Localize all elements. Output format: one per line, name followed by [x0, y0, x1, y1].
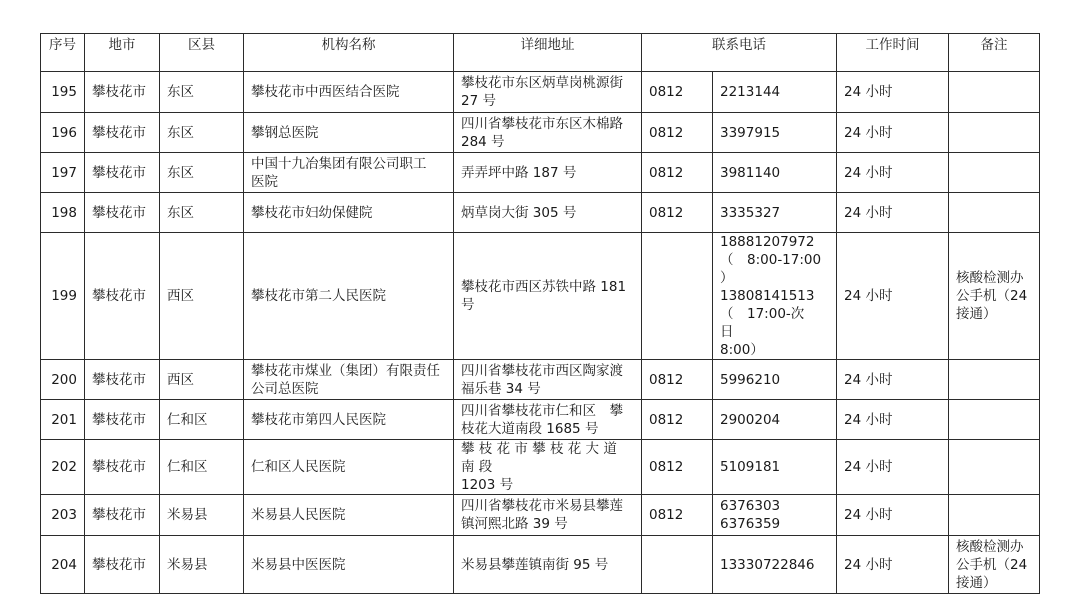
table-row — [41, 193, 1040, 233]
cell-address: 四川省攀枝花市西区陶家渡 福乐巷 34 号 — [454, 360, 642, 400]
cell-hours: 24 小时 — [837, 72, 949, 113]
cell-address: 米易县攀莲镇南街 95 号 — [454, 536, 642, 594]
header-district: 区县 — [160, 34, 244, 72]
cell-no: 198 — [41, 193, 85, 233]
cell-phone: 3397915 — [713, 113, 837, 153]
hospital-table — [40, 33, 1040, 594]
cell-district: 西区 — [160, 233, 244, 360]
cell-name: 攀钢总医院 — [244, 113, 454, 153]
cell-district: 仁和区 — [160, 440, 244, 495]
cell-area-code: 0812 — [642, 113, 713, 153]
cell-area-code: 0812 — [642, 440, 713, 495]
cell-no: 201 — [41, 400, 85, 440]
cell-name: 米易县中医医院 — [244, 536, 454, 594]
cell-phone: 6376303 6376359 — [713, 495, 837, 536]
cell-phone: 18881207972 （ 8:00-17:00 ） 13808141513 （ 17:00-次 日 8:00） — [713, 233, 837, 360]
cell-hours: 24 小时 — [837, 153, 949, 193]
header-note: 备注 — [949, 34, 1040, 72]
cell-address: 攀 枝 花 市 攀 枝 花 大 道 南 段 1203 号 — [454, 440, 642, 495]
header-phone: 联系电话 — [642, 34, 837, 72]
cell-city: 攀枝花市 — [85, 72, 160, 113]
cell-district: 米易县 — [160, 495, 244, 536]
cell-city: 攀枝花市 — [85, 440, 160, 495]
cell-name: 攀枝花市中西医结合医院 — [244, 72, 454, 113]
cell-no: 203 — [41, 495, 85, 536]
cell-no: 204 — [41, 536, 85, 594]
cell-district: 东区 — [160, 113, 244, 153]
cell-hours: 24 小时 — [837, 400, 949, 440]
cell-city: 攀枝花市 — [85, 536, 160, 594]
cell-hours: 24 小时 — [837, 193, 949, 233]
table-row — [41, 113, 1040, 153]
header-no: 序号 — [41, 34, 85, 72]
header-name: 机构名称 — [244, 34, 454, 72]
cell-area-code: 0812 — [642, 495, 713, 536]
header-hours: 工作时间 — [837, 34, 949, 72]
cell-district: 东区 — [160, 193, 244, 233]
table-row — [41, 495, 1040, 536]
cell-no: 200 — [41, 360, 85, 400]
table-header-row — [41, 34, 1040, 72]
header-city: 地市 — [85, 34, 160, 72]
cell-hours: 24 小时 — [837, 360, 949, 400]
cell-name: 中国十九冶集团有限公司职工 医院 — [244, 153, 454, 193]
cell-address: 四川省攀枝花市米易县攀莲 镇河熙北路 39 号 — [454, 495, 642, 536]
cell-note — [949, 400, 1040, 440]
cell-phone: 3335327 — [713, 193, 837, 233]
cell-phone: 2213144 — [713, 72, 837, 113]
cell-city: 攀枝花市 — [85, 233, 160, 360]
table-row — [41, 153, 1040, 193]
cell-note: 核酸检测办 公手机（24 接通） — [949, 536, 1040, 594]
cell-no: 197 — [41, 153, 85, 193]
cell-no: 195 — [41, 72, 85, 113]
cell-phone: 3981140 — [713, 153, 837, 193]
table-body — [41, 72, 1040, 594]
cell-note — [949, 440, 1040, 495]
table-row — [41, 536, 1040, 594]
cell-address: 攀枝花市西区苏铁中路 181 号 — [454, 233, 642, 360]
cell-no: 196 — [41, 113, 85, 153]
cell-note: 核酸检测办 公手机（24 接通） — [949, 233, 1040, 360]
cell-name: 米易县人民医院 — [244, 495, 454, 536]
cell-city: 攀枝花市 — [85, 400, 160, 440]
cell-phone: 5109181 — [713, 440, 837, 495]
cell-note — [949, 113, 1040, 153]
cell-note — [949, 72, 1040, 113]
cell-area-code — [642, 536, 713, 594]
cell-city: 攀枝花市 — [85, 360, 160, 400]
cell-phone: 2900204 — [713, 400, 837, 440]
cell-address: 攀枝花市东区炳草岗桃源街 27 号 — [454, 72, 642, 113]
table-row — [41, 440, 1040, 495]
cell-note — [949, 153, 1040, 193]
cell-note — [949, 360, 1040, 400]
cell-address: 四川省攀枝花市东区木棉路 284 号 — [454, 113, 642, 153]
cell-hours: 24 小时 — [837, 113, 949, 153]
cell-no: 199 — [41, 233, 85, 360]
cell-area-code: 0812 — [642, 193, 713, 233]
cell-district: 米易县 — [160, 536, 244, 594]
cell-hours: 24 小时 — [837, 440, 949, 495]
cell-district: 东区 — [160, 72, 244, 113]
cell-address: 炳草岗大街 305 号 — [454, 193, 642, 233]
cell-area-code: 0812 — [642, 72, 713, 113]
cell-address: 弄弄坪中路 187 号 — [454, 153, 642, 193]
cell-district: 仁和区 — [160, 400, 244, 440]
table-row — [41, 360, 1040, 400]
cell-area-code: 0812 — [642, 400, 713, 440]
cell-area-code: 0812 — [642, 360, 713, 400]
cell-note — [949, 193, 1040, 233]
cell-phone: 5996210 — [713, 360, 837, 400]
cell-hours: 24 小时 — [837, 536, 949, 594]
cell-area-code: 0812 — [642, 153, 713, 193]
cell-city: 攀枝花市 — [85, 153, 160, 193]
cell-area-code — [642, 233, 713, 360]
cell-name: 仁和区人民医院 — [244, 440, 454, 495]
cell-name: 攀枝花市第二人民医院 — [244, 233, 454, 360]
table-row — [41, 233, 1040, 360]
table-row — [41, 400, 1040, 440]
cell-phone: 13330722846 — [713, 536, 837, 594]
cell-city: 攀枝花市 — [85, 495, 160, 536]
cell-name: 攀枝花市煤业（集团）有限责任 公司总医院 — [244, 360, 454, 400]
cell-name: 攀枝花市妇幼保健院 — [244, 193, 454, 233]
cell-address: 四川省攀枝花市仁和区 攀 枝花大道南段 1685 号 — [454, 400, 642, 440]
cell-city: 攀枝花市 — [85, 193, 160, 233]
table-row — [41, 72, 1040, 113]
cell-city: 攀枝花市 — [85, 113, 160, 153]
cell-note — [949, 495, 1040, 536]
header-address: 详细地址 — [454, 34, 642, 72]
cell-hours: 24 小时 — [837, 495, 949, 536]
cell-name: 攀枝花市第四人民医院 — [244, 400, 454, 440]
cell-hours: 24 小时 — [837, 233, 949, 360]
cell-district: 东区 — [160, 153, 244, 193]
cell-no: 202 — [41, 440, 85, 495]
cell-district: 西区 — [160, 360, 244, 400]
